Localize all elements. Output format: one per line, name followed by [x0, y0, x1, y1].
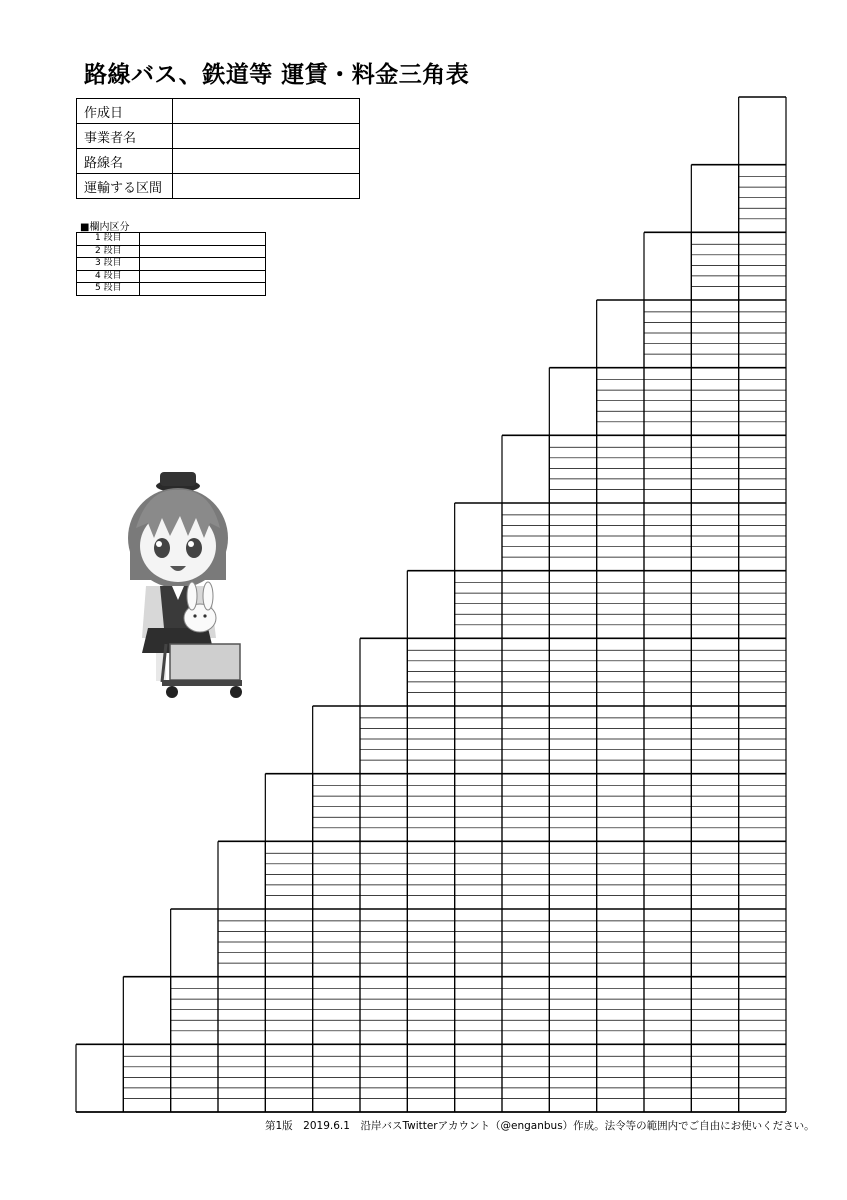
- zone-label: 2 段目: [77, 245, 140, 258]
- zone-caption: ■欄内区分: [80, 222, 130, 233]
- zone-label: 4 段目: [77, 270, 140, 283]
- zone-label: 3 段目: [77, 258, 140, 271]
- info-label: 運輸する区間: [77, 174, 173, 199]
- info-label: 作成日: [77, 99, 173, 124]
- info-label: 路線名: [77, 149, 173, 174]
- zone-label: 5 段目: [77, 283, 140, 296]
- zone-label: 1 段目: [77, 233, 140, 246]
- footer-note: 第1版 2019.6.1 沿岸バスTwitterアカウント（@enganbus）作成。法令等の範囲内でご自由にお使いください。: [265, 1120, 815, 1132]
- info-label: 事業者名: [77, 124, 173, 149]
- page-title: 路線バス、鉄道等 運賃・料金三角表: [84, 62, 470, 88]
